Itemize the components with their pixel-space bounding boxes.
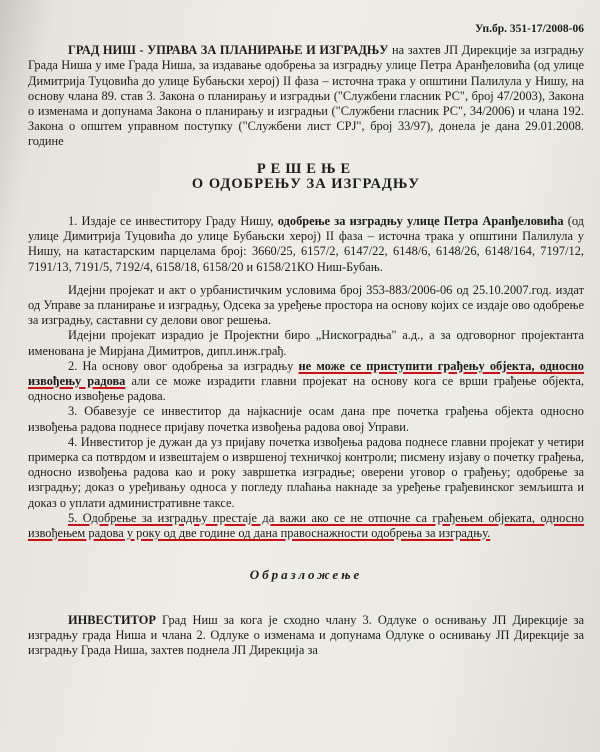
- item-3: 3. Обавезује се инвеститор да најкасније осам дана пре почетка грађења објекта односно извођења радова поднесе пријаву почетка извођења радова овој Управи.: [28, 404, 584, 434]
- item-2-text-c: али се може израдити главни пројекат на основу кога се врши грађење објекта, односно извођење радова.: [28, 374, 584, 404]
- item-1-bold: одобрење за изградњу улице Петра Аранђеловића: [277, 214, 564, 229]
- intro-paragraph: [28, 43, 584, 149]
- explanation-text: Град Ниш за кога је сходно члану 3. Одлуке о оснивању ЈП Дирекције за изградњу града Ниша и члана 2. Одлуке о изменама и допунама Одлуке о оснивању ЈП Дирекције за изградњу Града Ниша, захтев поднела ЈП Дирекција за: [28, 612, 584, 657]
- explanation-heading: Образложење: [249, 567, 363, 583]
- document-body: [28, 22, 584, 658]
- reference-number: Уп.бр. 351-17/2008-06: [475, 23, 584, 35]
- item-1: [28, 214, 584, 275]
- item-2: [28, 359, 584, 405]
- item-2-underlined: не може се приступити грађењу објекта, односно извођењу радова: [28, 358, 584, 389]
- item-1-paragraph-3: Идејни пројекат израдио је Пројектни биро „Нискоградња" а.д., а за одговорног пројектанта именована је Мирјана Димитров, дипл.инж.грађ.: [28, 328, 584, 358]
- item-2-text-a: 2. На основу овог одобрења за изградњу: [68, 358, 299, 373]
- investor-label: ИНВЕСТИТОР: [68, 612, 156, 627]
- item-5-underlined: 5. Одобрење за изградњу престаје да важи ако се не отпочне са грађењем објеката, односно извођењем радова у року од две године од дана правоснажности одобрења за изградњу.: [28, 510, 584, 541]
- item-4: 4. Инвеститор је дужан да уз пријаву почетка извођења радова поднесе главни пројекат у четири примерка са потврдом и извештајем о извршеној техничкој контроли; писмену изјаву о почетку грађења, односно извођења радова као и року завршетка изградње; оверени уговор о грађењу; одобрење за изградњу; доказ о уређивању односа у погледу плаћања накнаде за уређење грађевинског земљишта и доказ о уплати административне таксе.: [28, 434, 584, 510]
- decision-subtitle: О ОДОБРЕЊУ ЗА ИЗГРАДЊУ: [191, 175, 421, 192]
- issuing-authority: ГРАД НИШ - УПРАВА ЗА ПЛАНИРАЊЕ И ИЗГРАДЊУ: [68, 43, 389, 58]
- item-1-paragraph-2: Идејни пројекат и акт о урбанистичким условима број 353-883/2006-06 од 25.10.2007.год. издат од Управе за планирање и изградњу, Одсека за уређење простора на основу којих се издаје ово одобрење за изградњу, саставни су делови овог решења.: [28, 282, 584, 328]
- explanation-paragraph: [28, 613, 584, 659]
- decision-title: РЕШЕЊЕ: [256, 160, 356, 177]
- item-1-text-a: 1. Издаје се инвеститору Граду Нишу,: [68, 214, 278, 229]
- item-1-text-c: (од улице Димитрија Туцовића до улице Бубањски херој) II фаза – источна трака у општини Палилула у Нишу, на катастарским парцелама број: 3660/25, 6157/2, 6147/22, 6148/6, 6148/26, 6148/164, 7197/12, 7191/13, 7191/5, 7192/4, 6158/18, 6158/20 и 6158/21КО Ниш-Бубањ.: [28, 214, 584, 274]
- intro-text: на захтев ЈП Дирекције за изградњу Града Ниша у име Града Ниша, за издавање одобрења за изградњу улице Петра Аранђеловића (од улице Димитрија Туцовића до улице Бубањски херој) II фаза – источна трака у општини Палилула у Нишу, на основу члана 89. став 3. Закона о планирању и изградњи ("Службени гласник РС", број 47/2003), Закона о изменама и допунама Закона о планирању и изградњи ("Службени гласник РС", 34/2006) и члана 192. Закона о општем управном поступку ("Службени лист СРЈ", број 33/97), донела је дана 29.01.2008. године: [28, 43, 584, 149]
